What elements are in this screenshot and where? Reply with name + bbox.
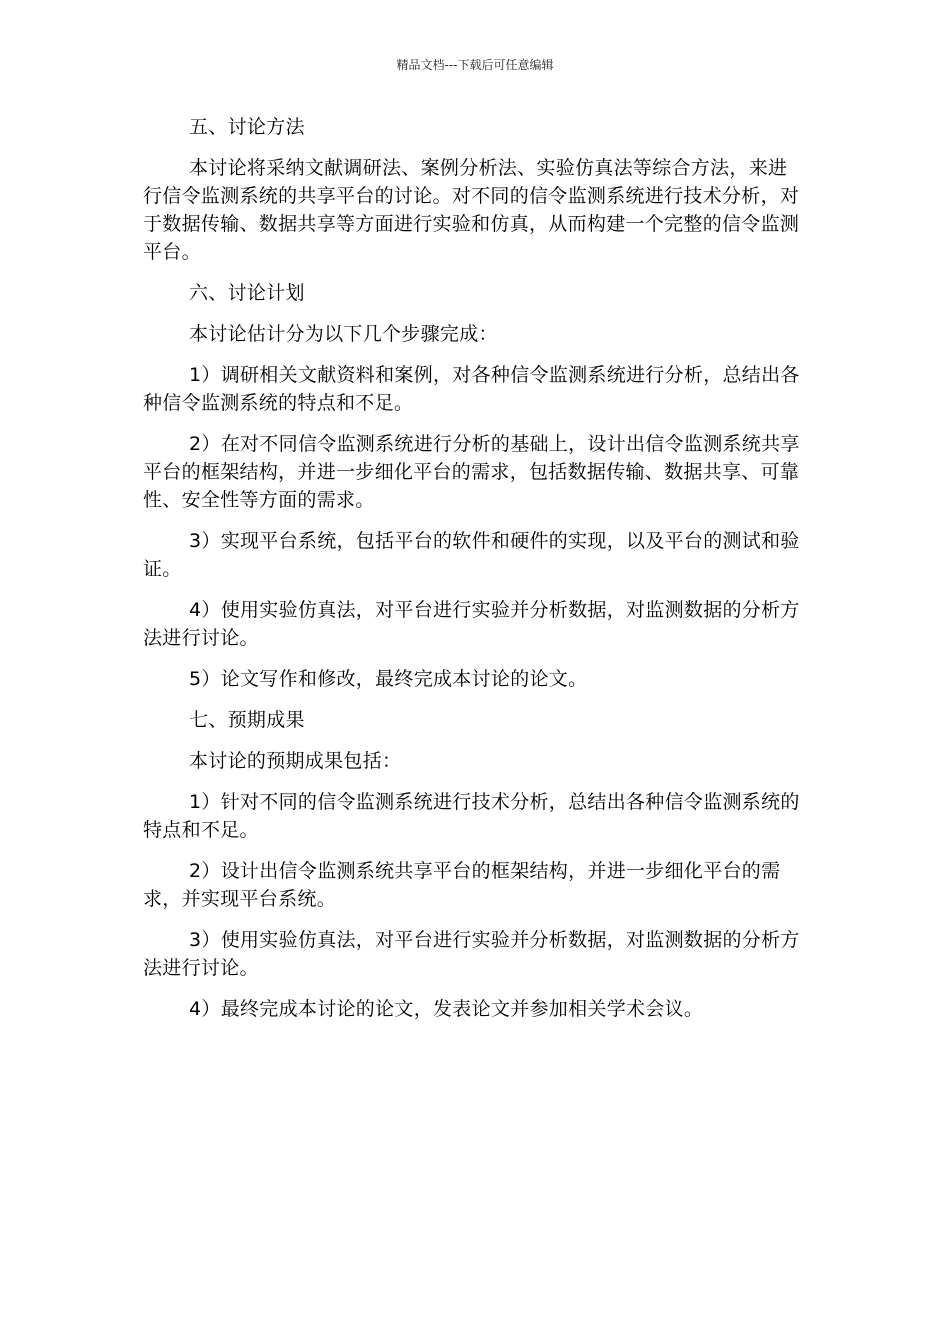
section-heading-plan: 六、讨论计划 xyxy=(189,282,305,304)
section-heading-methods: 五、讨论方法 xyxy=(189,116,305,138)
outcome-item-4: 4）最终完成本讨论的论文，发表论文并参加相关学术会议。 xyxy=(189,998,704,1020)
document-body xyxy=(143,113,805,1036)
paragraph-plan-intro: 本讨论估计分为以下几个步骤完成： xyxy=(189,323,498,345)
outcome-item-3: 3）使用实验仿真法，对平台进行实验并分析数据，对监测数据的分析方法进行讨论。 xyxy=(143,929,800,979)
outcome-item-1: 1）针对不同的信令监测系统进行技术分析，总结出各种信令监测系统的特点和不足。 xyxy=(143,791,800,841)
plan-step-5: 5）论文写作和修改，最终完成本讨论的论文。 xyxy=(189,668,588,690)
paragraph-methods: 本讨论将采纳文献调研法、案例分析法、实验仿真法等综合方法，来进行信令监测系统的共享平台的讨论。对不同的信令监测系统进行技术分析，对于数据传输、数据共享等方面进行实验和仿真，从而构建一个完整的信令监测平台。 xyxy=(143,157,800,263)
page-header-note: 精品文档---下载后可任意编辑 xyxy=(396,58,554,72)
section-heading-outcomes: 七、预期成果 xyxy=(189,709,305,731)
plan-step-4: 4）使用实验仿真法，对平台进行实验并分析数据，对监测数据的分析方法进行讨论。 xyxy=(143,599,800,649)
plan-step-3: 3）实现平台系统，包括平台的软件和硬件的实现，以及平台的测试和验证。 xyxy=(143,530,800,580)
paragraph-outcomes-intro: 本讨论的预期成果包括： xyxy=(189,750,402,772)
plan-step-1: 1）调研相关文献资料和案例，对各种信令监测系统进行分析，总结出各种信令监测系统的特点和不足。 xyxy=(143,364,800,414)
outcome-item-2: 2）设计出信令监测系统共享平台的框架结构，并进一步细化平台的需求，并实现平台系统。 xyxy=(143,860,781,910)
plan-step-2: 2）在对不同信令监测系统进行分析的基础上，设计出信令监测系统共享平台的框架结构，并进一步细化平台的需求，包括数据传输、数据共享、可靠性、安全性等方面的需求。 xyxy=(143,433,800,511)
